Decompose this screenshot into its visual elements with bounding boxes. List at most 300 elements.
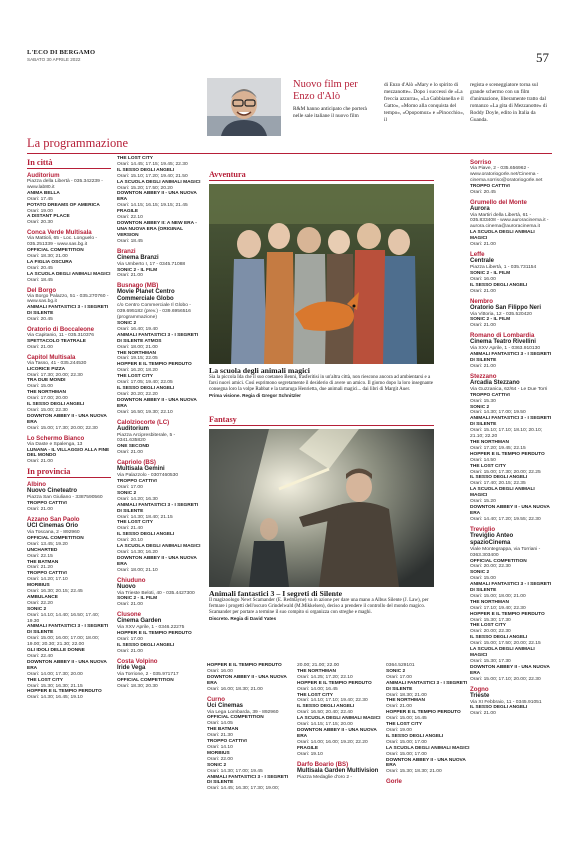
showtimes: Orari: 15.00; 18.00; 21.00	[470, 593, 526, 599]
movie-title: HOPPER E IL TEMPIO PERDUTO	[470, 611, 545, 617]
promo-title: Nuovo film per Enzo d'Alò	[293, 79, 358, 102]
venue-name: Curno	[207, 695, 225, 703]
showtimes: Orari: 20.00; 22.30	[470, 564, 511, 570]
showtimes: Orari: 17.20; 19.45; 22.15	[470, 445, 526, 451]
venue-subname: Multisala Gemini	[117, 466, 165, 473]
showtimes: Orari: 20.00; 22.30	[470, 629, 511, 635]
movie-title: LICORICE PIZZA	[27, 366, 66, 372]
showtimes: Orari: 16.50; 20.40; 22.40	[297, 710, 353, 716]
movie-title: THE NORTHMAN	[386, 698, 425, 704]
venue-name: Romano di Lombardia	[470, 332, 535, 340]
showtimes: Orari: 22.20	[27, 600, 53, 606]
showtimes: Orari: 16.50; 19.30; 22.10	[117, 409, 173, 415]
showtimes: Orari: 15.00; 17.30; 20.00; 22.30	[27, 425, 98, 431]
showtimes: Orari: 16.00	[470, 276, 496, 282]
movie-title: TROPPO CATTIVI	[27, 571, 67, 577]
venue-address: c/o Centro Commerciale Il Globo - 039.695182 (prev.) - 039.6956516 (programmazione)	[117, 303, 191, 321]
showtimes: Orari: 16.40; 19.40	[117, 326, 158, 332]
venue-address: Piazza Arcipresbiterale, 5 - 0341.635820	[117, 432, 176, 444]
showtimes: Orari: 18.45	[27, 277, 53, 283]
movie-title: HOPPER E IL TEMPIO PERDUTO	[27, 689, 102, 695]
showtimes: Orari: 17.00	[386, 674, 412, 680]
showtimes: Orari: 21.00	[27, 507, 53, 513]
venue-subname: Arcadia Stezzano	[470, 379, 520, 386]
movie-title: DOWNTON ABBEY II - UNA NUOVA ERA	[27, 659, 107, 671]
feature-fantasy	[209, 415, 434, 621]
movie-title: DOWNTON ABBEY II - UNA NUOVA ERA	[386, 757, 466, 769]
showtimes: Orari: 22.00	[207, 756, 233, 762]
showtimes: Orari: 14.30; 18.40; 21.15	[117, 514, 173, 520]
showtimes: Orari: 18.30; 21.00	[386, 692, 427, 698]
movie-title: ANIMALI FANTASTICI 3 - I SEGRETI DI SILENTE	[470, 352, 552, 364]
listings-column-2	[117, 156, 201, 690]
movie-title: THE LOST CITY	[27, 677, 63, 683]
showtimes: Orari: 17.10; 19.40; 22.30	[470, 605, 526, 611]
venue-name: Costa Volpino	[117, 657, 158, 665]
movie-title: THE LOST CITY	[386, 722, 422, 728]
movie-title: THE LOST CITY	[117, 520, 153, 526]
showtimes: Orari: 22.15	[27, 553, 53, 559]
venue-address: Via Capitanio, 11 - 035.310376	[27, 333, 94, 339]
showtimes: Orari: 14.00; 17.30; 20.00	[27, 671, 83, 677]
showtimes: Orari: 15.30; 17.30	[470, 658, 511, 664]
showtimes: Orari: 14.00; 16.00; 19.20; 22.20	[297, 739, 368, 745]
venue-subname: Multisala Garden Multivision	[297, 767, 379, 774]
feature-credit: Prima visione. Regia di Gregor Schnitzler	[209, 392, 301, 398]
showtimes: Orari: 14.30; 17.00; 19.50	[470, 410, 526, 416]
showtimes: Orari: 14.25; 17.20; 22.10	[297, 674, 353, 680]
showtimes: Orari: 22.10	[117, 215, 143, 221]
region-heading: In città	[27, 158, 111, 169]
movie-title: LA SCUOLA DEGLI ANIMALI MAGICI	[386, 745, 470, 751]
movie-title: MORBIUS	[207, 750, 230, 756]
showtimes: Orari: 17.30; 20.00; 22.30	[27, 372, 83, 378]
showtimes: Orari: 15.00; 17.00	[386, 739, 427, 745]
movie-title: SONIC 2	[470, 570, 490, 576]
feature-adventure	[209, 170, 434, 398]
showtimes: Orari: 14.30; 17.00; 19.45	[207, 768, 263, 774]
movie-title: FRAGILE	[117, 209, 139, 215]
movie-title: IL SESSO DEGLI ANGELI	[117, 386, 175, 391]
venue-subname: Aurora	[470, 205, 490, 212]
movie-title: HOPPER E IL TEMPIO PERDUTO	[297, 680, 372, 686]
showtimes: Orari: 21.00	[117, 450, 143, 456]
showtimes: Orari: 15.00; 17.10; 20.00; 22.30	[470, 676, 541, 682]
movie-title: IL SESSO DEGLI ANGELI	[470, 635, 528, 641]
movie-title: ANIMALI FANTASTICI 3 - I SEGRETI DI SILENTE	[470, 416, 552, 428]
movie-title: LA SCUOLA DEGLI ANIMALI MAGICI	[27, 271, 111, 277]
movie-title: AMBULANCE	[27, 594, 58, 600]
movie-title: LA SCUOLA DEGLI ANIMALI MAGICI	[117, 544, 201, 550]
movie-title: ANIMALI FANTASTICI 3 - I SEGRETI DI SILENTE	[27, 624, 109, 636]
venue-name: Azzano San Paolo	[27, 515, 80, 523]
venue-address: Piazza Libertà, 1 - 035.731154	[470, 264, 537, 270]
venue-name: Auditorium	[27, 172, 60, 179]
venue-address: Via XI Febbraio, 11 - 0345.91051	[470, 699, 542, 705]
showtimes: Orari: 19.15; 22.05	[117, 356, 158, 362]
movie-title: POTATO DREAMS OF AMERICA	[27, 202, 100, 208]
venue-name: Nembro	[470, 297, 494, 305]
venue-name: Stezzano	[470, 372, 497, 380]
venue-name: Albino	[27, 481, 46, 489]
showtimes: Orari: 15.00	[27, 384, 53, 390]
showtimes: Orari: 21.00	[470, 363, 496, 369]
movie-title: SONIC 2	[386, 668, 406, 674]
showtimes: Orari: 15.00; 17.30; 20.00; 22.25	[470, 469, 541, 475]
movie-title: IL SESSO DEGLI ANGELI	[470, 475, 528, 481]
region-heading: In provincia	[27, 467, 111, 478]
venue-address: Via Tasso, 41 - 035.244530	[27, 360, 87, 366]
listings-column-3c	[386, 663, 470, 785]
newspaper-name: L'ECO DI BERGAMO	[27, 49, 96, 56]
movie-title: ANIMALI FANTASTICI 3 - I SEGRETI DI SILENTE	[470, 582, 552, 594]
showtimes: Orari: 21.20	[27, 565, 53, 571]
showtimes: Orari: 20.45	[27, 317, 53, 323]
section-rule	[27, 153, 552, 154]
movie-title: SPETTACOLO TEATRALE	[27, 338, 86, 344]
movie-title: TROPPO CATTIVI	[470, 183, 510, 189]
venue-subname: Auditorium	[117, 425, 149, 432]
movie-title: IL SESSO DEGLI ANGELI	[27, 402, 85, 408]
showtimes: Orari: 18.00; 21.00	[117, 344, 158, 350]
movie-title: DOWNTON ABBEY II - UNA NUOVA ERA	[207, 674, 287, 686]
movie-title: THE LOST CITY	[470, 623, 506, 629]
showtimes: Orari: 18.45	[117, 238, 143, 244]
movie-title: SONIC 2 - IL FILM	[117, 267, 158, 273]
movie-title: ANIMALI FANTASTICI 3 - I SEGRETI DI SILENTE	[207, 774, 289, 786]
movie-title: DOWNTON ABBEY II - UNA NUOVA ERA	[470, 504, 550, 516]
showtimes: Orari: 16.20; 18.20	[117, 368, 158, 374]
movie-title: SONIC 2	[117, 321, 137, 327]
movie-title: SONIC 2	[470, 404, 490, 410]
venue-name: Capitol Multisala	[27, 353, 76, 361]
feature-genre: Fantasy	[209, 415, 434, 426]
promo-lead: R&M hanno anticipato che porterà nelle sale italiane il nuovo film	[293, 106, 367, 119]
showtimes: Orari: 22.40	[27, 654, 53, 659]
showtimes: Orari: 14.20; 16.30	[117, 496, 158, 502]
venue-name: Del Borgo	[27, 286, 57, 294]
venue-name: Clusone	[117, 611, 142, 619]
showtimes: 20.00; 21.00; 22.00	[297, 663, 340, 668]
feature-still-animali-magici	[209, 184, 434, 364]
movie-title: DOWNTON ABBEY II - UNA NUOVA ERA	[117, 555, 197, 567]
venue-subname: Uci Cinemas	[207, 702, 244, 709]
listings-column-3b	[297, 663, 381, 780]
showtimes: Orari: 21.00	[470, 323, 496, 329]
venue-name: Conca Verde Multisala	[27, 229, 92, 237]
showtimes: Orari: 15.30; 16.30; 21.15	[27, 683, 83, 689]
venue-name: Darfo Boario (BS)	[297, 760, 349, 768]
venue-address: Piazza Medaglie d'oro 2 -	[297, 774, 353, 780]
movie-title: SONIC 2 - IL FILM	[117, 596, 158, 602]
showtimes: Orari: 17.40; 20.15; 22.35	[470, 481, 526, 487]
promo-body-col2: regista e sceneggiatore torna sul grande schermo con un film d'animazione, liberamente tratto dal romanzo «La gita di Mezzanotte» di Roddy Doyle, edito in Italia da Guanda.	[470, 82, 547, 123]
movie-title: DOWNTON ABBEY II - UNA NUOVA ERA	[470, 664, 550, 676]
venue-address: Via Martiri della Libertà, 61 - 035.833408 - www.auroracinema.it - aurora.cinema@auroracinema.it	[470, 212, 549, 230]
movie-title: FRAGILE	[297, 745, 319, 751]
venue-name: Capriolo (BS)	[117, 459, 156, 467]
venue-address: Via Toscana, 2 - 892960	[27, 529, 80, 535]
venue-name: Oratorio di Boccaleone	[27, 326, 95, 334]
showtimes: Orari: 16.00	[207, 668, 233, 674]
movie-title: THE LOST CITY	[117, 156, 153, 161]
movie-title: DOWNTON ABBEY II - UNA NUOVA ERA	[117, 397, 197, 409]
showtimes: Orari: 21.00	[386, 704, 412, 710]
movie-title: GLI IDOLI DELLE DONNE	[27, 648, 85, 654]
feature-credit: Discreto. Regia di David Yates	[209, 615, 277, 621]
showtimes: Orari: 19.00	[27, 208, 53, 214]
movie-title: OFFICIAL COMPETITION	[470, 558, 527, 564]
movie-title: IL SESSO DEGLI ANGELI	[117, 167, 175, 173]
showtimes: Orari: 17.00; 20.00	[27, 396, 68, 402]
page-number: 57	[536, 50, 549, 65]
movie-title: THE LOST CITY	[470, 463, 506, 469]
venue-name: Lo Schermo Bianco	[27, 434, 85, 442]
feature-still-animali-fantastici	[209, 429, 434, 587]
venue-subname: Nuovo Cineteatro	[27, 488, 78, 495]
venue-address: Via Daste e Spalenga, 13	[27, 441, 83, 447]
movie-title: SONIC 2 - IL FILM	[470, 270, 511, 276]
movie-title: SONIC 2	[207, 762, 227, 768]
showtimes: Orari: 14.50	[470, 457, 496, 463]
venue-subname: Cinema Garden	[117, 618, 162, 625]
showtimes: Orari: 20.20; 22.20	[117, 391, 158, 397]
showtimes: Orari: 21.40	[117, 526, 143, 532]
feature-description: Sia la piccola Ida che il suo coetaneo Benni, trasferitisi in un'altra città, non riescono ancora ad ambientarsi e a farsi nuovi amici. Così esprimono segretamente il desiderio di avere un amico. Il giorno dopo la loro insegnante consegna loro la volpe Rabbat e la tartaruga Henrietta, due animali magici... dai libri di Margit Auer.	[209, 375, 433, 392]
movie-title: TROPPO CATTIVI	[470, 392, 510, 398]
movie-title: IL SESSO DEGLI ANGELI	[297, 704, 355, 710]
showtimes: Orari: 14.45; 16.30; 17.30; 19.00;	[207, 786, 280, 792]
showtimes: Orari: 15.00; 22.30	[27, 408, 68, 413]
showtimes: Orari: 17.05; 19.40; 22.05	[117, 380, 173, 386]
showtimes: Orari: 16.00; 18.30; 21.00	[207, 686, 263, 692]
movie-title: ANIMALI FANTASTICI 3 - I SEGRETI DI SILENTE	[27, 305, 109, 317]
movie-title: DOWNTON ABBEY II - UNA NUOVA ERA	[117, 191, 197, 203]
showtimes: Orari: 19.10	[297, 751, 323, 757]
showtimes: Orari: 14.15; 16.15; 19.15; 21.45	[117, 203, 188, 209]
showtimes: Orari: 20.45	[27, 265, 53, 271]
venue-address: Piazza San Giuliano - 3387590560	[27, 495, 103, 501]
movie-title: ANIMALI FANTASTICI 3 - I SEGRETI DI SILENTE ATMOS	[117, 332, 199, 344]
venue-address: Via Piave, 2 - 035.656962 - www.oratoriogorle.net/Cinema - cinema.sorriso@oratoriogorle.net	[470, 166, 543, 183]
movie-title: HOPPER E IL TEMPIO PERDUTO	[207, 663, 282, 668]
movie-title: TRA DUE MONDI	[27, 378, 66, 384]
venue-name: Sorriso	[470, 159, 492, 166]
showtimes: Orari: 17.00	[117, 484, 143, 490]
showtimes: Orari: 15.10; 17.10; 18.10; 20.10; 21.10; 22.20	[470, 428, 543, 440]
movie-title: UNCHARTED	[27, 547, 58, 553]
movie-title: DOWNTON ABBEY II - UNA NUOVA ERA	[27, 413, 107, 425]
showtimes: Orari: 14.30; 16.20	[117, 549, 158, 555]
movie-title: OFFICIAL COMPETITION	[207, 715, 264, 721]
promo-body-col1: di Enzo d'Alò «Mary e lo spirito di mezzanotte». Dopo i successi de «La freccia azzurra», «La Gabbianella e il Gatto», «Momo alla conquista del tempo», «Opopomoz» e «Pinocchio», il	[384, 82, 465, 123]
venue-address: Via Lega Lombarda, 39 - 892960	[207, 709, 279, 715]
movie-title: ANIMALI FANTASTICI 3 - I SEGRETI DI SILENTE	[117, 502, 199, 514]
showtimes: Orari: 21.00	[117, 648, 143, 654]
showtimes: Orari: 19.00	[386, 727, 412, 733]
venue-subname: Centrale	[470, 257, 495, 264]
movie-title: ONE SECOND	[117, 444, 150, 450]
movie-title: THE NORTHMAN	[297, 668, 336, 674]
venue-name: Chiuduno	[117, 576, 146, 584]
venue-name: Treviglio	[470, 525, 496, 533]
venue-subname: Cinema Teatro Rivellini	[470, 339, 536, 346]
venue-subname: Trieste	[470, 692, 490, 699]
movie-title: TROPPO CATTIVI	[207, 739, 247, 745]
venue-address: Via Torrione, 2 - 035.971717	[117, 671, 179, 677]
venue-address: Via XXV Aprile, 1 - 0346.22275	[117, 625, 185, 631]
venue-address: Via Guzzanica, 62/64 - Le Due Torri	[470, 386, 548, 392]
movie-title: THE LOST CITY	[117, 374, 153, 380]
venue-address: Viale Montegrappa, via Torriani - 0363.303400	[470, 546, 541, 558]
movie-title: IL SESSO DEGLI ANGELI	[470, 705, 528, 711]
movie-title: LA SCUOLA DEGLI ANIMALI MAGICI	[117, 179, 201, 185]
movie-title: DOWNTON ABBEY II - UNA NUOVA ERA	[297, 727, 377, 739]
movie-title: IL SESSO DEGLI ANGELI	[470, 282, 528, 288]
venue-name: Calolziocorte (LC)	[117, 418, 170, 426]
movie-title: LA SCUOLA DEGLI ANIMALI MAGICI	[470, 230, 535, 242]
movie-title: THE BATMAN	[207, 727, 239, 733]
showtimes: Orari: 20.10	[117, 538, 143, 544]
showtimes: Orari: 14.10; 14.40; 16.50; 17.40; 19.30	[27, 612, 100, 624]
showtimes: Orari: 15.00; 17.50; 20.00; 22.15	[470, 641, 541, 647]
showtimes: Orari: 15.30; 18.30; 21.00	[386, 769, 442, 775]
showtimes: Orari: 14.45; 17.15; 19.45; 22.30	[117, 161, 188, 167]
showtimes: Orari: 21.00	[117, 273, 143, 279]
movie-title: LA SCUOLA DEGLI ANIMALI MAGICI	[470, 647, 535, 658]
showtimes: Orari: 15.30	[470, 398, 496, 404]
director-photo	[207, 78, 281, 136]
movie-title: IL SESSO DEGLI ANGELI	[117, 643, 175, 648]
movie-title: THE NORTHMAN	[470, 440, 509, 445]
showtimes: Orari: 18.30; 20.30	[117, 683, 158, 689]
showtimes: Orari: 14.10; 17.10; 19.40; 22.30	[297, 698, 368, 704]
movie-title: LA FIGLIA OSCURA	[27, 259, 73, 265]
movie-title: SONIC 2	[117, 490, 137, 496]
showtimes: Orari: 13.45; 19.20	[27, 541, 68, 547]
movie-title: THE BATMAN	[27, 559, 59, 565]
showtimes: Orari: 21.00	[470, 288, 496, 294]
showtimes: Orari: 15.20	[470, 499, 496, 505]
venue-address: Via Trieste Beloti, 40 - 035.4427300	[117, 590, 195, 596]
showtimes: Orari: 15.10; 17.20; 19.40; 21.50	[117, 173, 188, 179]
movie-title: A DISTANT PLACE	[27, 214, 70, 220]
venue-subname: Iride Vega	[117, 664, 146, 671]
movie-title: IL SESSO DEGLI ANGELI	[386, 733, 444, 739]
showtimes: Orari: 21.00	[27, 344, 53, 350]
showtimes: Orari: 18.00; 21.10	[117, 567, 158, 573]
showtimes: Orari: 15.00; 16.45	[386, 716, 427, 722]
showtimes: Orari: 21.00	[117, 602, 143, 608]
feature-description: Il magizoologo Newt Scamander (E. Redmayne) va in azione per dare una mano a Albus Silente (J. Law), per fermare i progetti dell'oscuro Grindelwald (M.Mikkelsen), deciso a prendere il controllo del mondo magico. Scamander per portare a termine il suo compito si organizza con streghe e maghi.	[209, 598, 429, 615]
movie-title: THE LOST CITY	[297, 692, 333, 698]
movie-title: HOPPER E IL TEMPIO PERDUTO	[117, 631, 192, 637]
showtimes: Orari: 21.30	[207, 733, 233, 739]
showtimes: Orari: 20.30	[27, 220, 53, 226]
movie-title: HOPPER E IL TEMPIO PERDUTO	[386, 710, 461, 716]
movie-title: THE NORTHMAN	[117, 350, 156, 356]
showtimes: Orari: 21.00	[470, 711, 496, 717]
venue-name: Gorle	[386, 778, 402, 786]
movie-title: IL SESSO DEGLI ANGELI	[117, 532, 175, 538]
showtimes: Orari: 15.30; 17.30	[470, 617, 511, 623]
movie-title: SONIC 2	[27, 606, 47, 612]
movie-title: THE NORTHMAN	[27, 390, 66, 396]
venue-subname: Oratorio San Filippo Neri	[470, 304, 542, 311]
venue-address: 0364.529101	[386, 663, 415, 668]
masthead	[27, 49, 95, 62]
movie-title: MORBIUS	[27, 583, 50, 589]
venue-name: Branzi	[117, 247, 136, 255]
venue-address: Piazza della Libertà - 035.342239 - www.lab80.it	[27, 179, 103, 190]
section-title: La programmazione	[27, 136, 128, 150]
venue-subname: Treviglio Anteo spazioCinema	[470, 532, 514, 546]
showtimes: Orari: 21.00	[27, 459, 53, 465]
showtimes: Orari: 17.00	[117, 637, 143, 643]
movie-title: SONIC 2 - IL FILM	[470, 317, 511, 323]
showtimes: Orari: 18.30; 21.00	[27, 253, 68, 259]
showtimes: Orari: 20.45	[470, 189, 496, 195]
venue-address: Via Borgo Palazzo, 51 - 035.270760 - www.sas.bg.it	[27, 293, 109, 305]
movie-title: OFFICIAL COMPETITION	[117, 677, 174, 683]
movie-title: OFFICIAL COMPETITION	[27, 535, 84, 541]
venue-address: Via Palazzolo - 0307460530	[117, 473, 179, 479]
venue-subname: Movie Planet Centro Commerciale Globo	[117, 289, 175, 303]
showtimes: Orari: 16.30; 20.15; 22.45	[27, 589, 83, 595]
showtimes: Orari: 14.30; 16.45; 19.10	[27, 695, 83, 701]
movie-title: LA SCUOLA DEGLI ANIMALI MAGICI	[470, 487, 535, 499]
showtimes: Orari: 14.15; 17.15; 20.00	[297, 722, 353, 728]
movie-title: LUNANA - IL VILLAGGIO ALLA FINE DEL MONDO	[27, 447, 110, 459]
showtimes: Orari: 15.00; 17.00	[386, 751, 427, 757]
feature-title: Animali fantastici 3 – I segreti di Silente	[209, 589, 343, 598]
listings-column-3a	[207, 663, 291, 792]
venue-subname: UCI Cinemas Orio	[27, 522, 79, 529]
showtimes: Orari: 14.10	[207, 744, 233, 750]
showtimes: Orari: 17.45	[27, 196, 53, 202]
showtimes: Orari: 15.00; 16.00; 17.00; 18.00; 19.00; 20.30; 21.30; 22.00	[27, 636, 100, 648]
venue-name: Grumello del Monte	[470, 198, 527, 206]
venue-address: Via Mattioli, 65 - Loc. Longuelo - 035.251339 - www.sas.bg.it	[27, 236, 98, 248]
venue-name: Zogno	[470, 685, 489, 693]
showtimes: Orari: 14.00; 16.45	[297, 686, 338, 692]
showtimes: Orari: 15.20; 17.50; 20.20	[117, 185, 173, 191]
venue-subname: Cinema Branzi	[117, 254, 159, 261]
movie-title: HOPPER E IL TEMPIO PERDUTO	[470, 451, 545, 457]
movie-title: TROPPO CATTIVI	[117, 479, 157, 485]
feature-genre: Avventura	[209, 170, 434, 181]
feature-title: La scuola degli animali magici	[209, 366, 310, 375]
venue-subname: Nuovo	[117, 583, 136, 590]
venue-address: Via XXV Aprile, 1 - 0363.910130	[470, 346, 541, 352]
movie-title: TROPPO CATTIVI	[27, 501, 67, 507]
movie-title: HOPPER E IL TEMPIO PERDUTO	[117, 362, 192, 368]
showtimes: Orari: 21.00	[470, 242, 496, 248]
movie-title: DOWNTON ABBEY II: A NEW ERA - UNA NUOVA ERA (ORIGINAL VERSION	[117, 220, 197, 238]
venue-address: Via Umberto I, 17 - 0345.71088	[117, 261, 186, 267]
listings-column-4	[470, 156, 552, 717]
movie-title: THE NORTHMAN	[470, 599, 509, 605]
movie-title: LA SCUOLA DEGLI ANIMALI MAGICI	[297, 716, 381, 722]
showtimes: Orari: 14.05	[207, 721, 233, 727]
listings-column-1	[27, 156, 111, 701]
issue-date: SABATO 30 APRILE 2022	[27, 57, 81, 62]
venue-address: Via Vittoria, 12 - 035.520420	[470, 311, 532, 317]
showtimes: Orari: 15.00	[470, 576, 496, 582]
showtimes: Orari: 14.20; 17.10	[27, 577, 68, 583]
movie-title: ANIMALI FANTASTICI 3 - I SEGRETI DI SILENTE	[386, 680, 468, 692]
movie-title: OFFICIAL COMPETITION	[27, 248, 84, 254]
